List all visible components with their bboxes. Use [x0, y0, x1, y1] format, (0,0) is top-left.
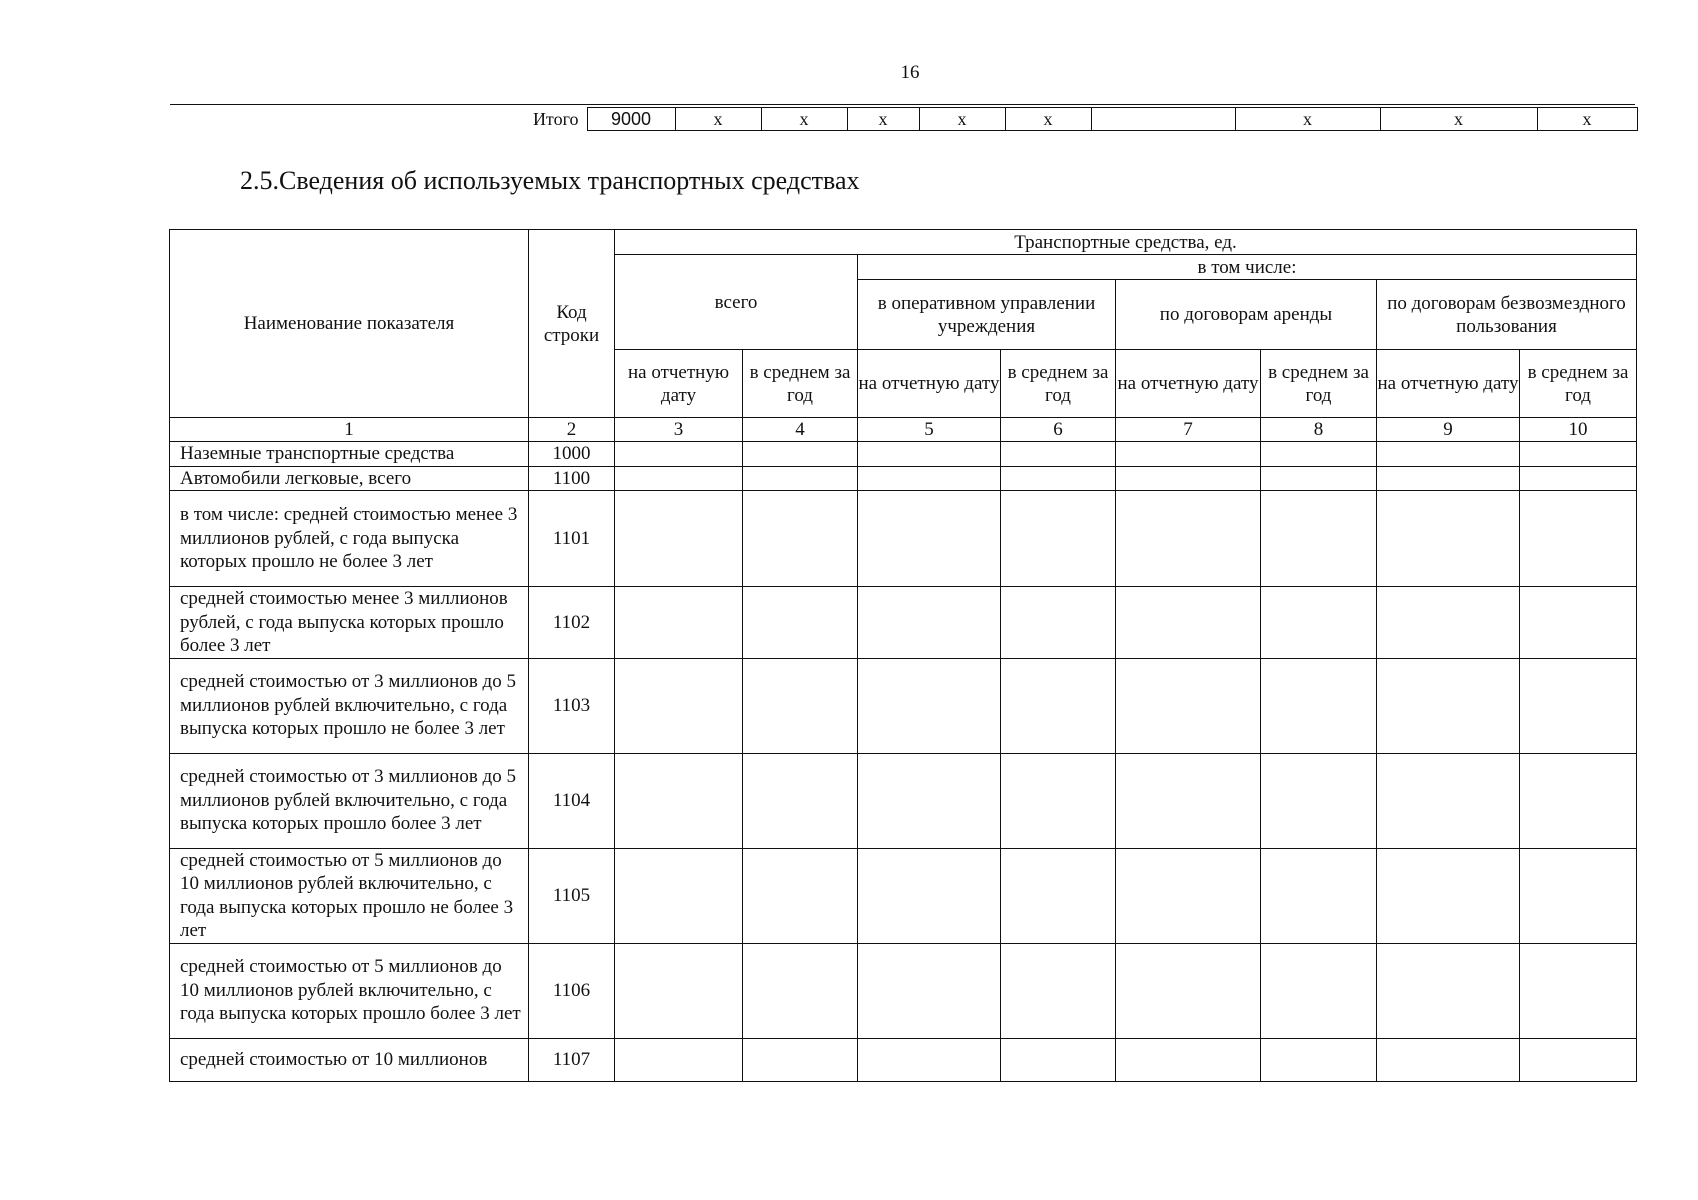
column-number: 5 — [858, 418, 1001, 442]
row-code: 1105 — [529, 848, 615, 943]
itogo-cell: х — [847, 108, 919, 131]
header-avg-year: в среднем за год — [1261, 350, 1377, 418]
header-avg-year: в среднем за год — [1520, 350, 1637, 418]
header-avg-year: в среднем за год — [743, 350, 858, 418]
itogo-cell: х — [1380, 108, 1537, 131]
row-code: 1100 — [529, 466, 615, 491]
column-number: 10 — [1520, 418, 1637, 442]
data-cell — [858, 491, 1001, 587]
data-cell — [1377, 753, 1520, 848]
column-number: 1 — [170, 418, 529, 442]
data-cell — [1001, 943, 1116, 1038]
data-cell — [743, 943, 858, 1038]
data-cell — [1261, 658, 1377, 753]
data-cell — [1377, 442, 1520, 467]
row-name: в том числе: средней стоимостью менее 3 миллионов рублей, с года выпуска которых прошло не более 3 лет — [170, 491, 529, 587]
row-name: средней стоимостью от 3 миллионов до 5 миллионов рублей включительно, с года выпуска которых прошло более 3 лет — [170, 753, 529, 848]
data-cell — [743, 442, 858, 467]
column-number: 9 — [1377, 418, 1520, 442]
data-cell — [1116, 658, 1261, 753]
data-cell — [743, 587, 858, 659]
data-cell — [1261, 587, 1377, 659]
table-row — [170, 466, 1637, 491]
column-number: 8 — [1261, 418, 1377, 442]
data-cell — [1520, 943, 1637, 1038]
data-cell — [615, 753, 743, 848]
data-cell — [1377, 587, 1520, 659]
data-cell — [1520, 848, 1637, 943]
row-name: средней стоимостью менее 3 миллионов рублей, с года выпуска которых прошло более 3 лет — [170, 587, 529, 659]
table-row — [170, 491, 1637, 587]
column-number: 7 — [1116, 418, 1261, 442]
data-cell — [858, 587, 1001, 659]
table-row — [170, 943, 1637, 1038]
table-row — [170, 1038, 1637, 1081]
data-cell — [858, 943, 1001, 1038]
data-cell — [1520, 658, 1637, 753]
data-cell — [743, 753, 858, 848]
data-cell — [1261, 1038, 1377, 1081]
data-cell — [615, 943, 743, 1038]
data-cell — [1116, 491, 1261, 587]
data-cell — [743, 491, 858, 587]
table-row — [170, 753, 1637, 848]
data-cell — [858, 848, 1001, 943]
data-cell — [1116, 442, 1261, 467]
header-name: Наименование показателя — [170, 230, 529, 418]
data-cell — [1001, 466, 1116, 491]
data-cell — [1001, 848, 1116, 943]
data-cell — [1001, 587, 1116, 659]
column-number: 6 — [1001, 418, 1116, 442]
itogo-cell — [1091, 108, 1235, 131]
transport-table — [169, 229, 1637, 1082]
data-cell — [1116, 466, 1261, 491]
row-code: 1102 — [529, 587, 615, 659]
data-cell — [1001, 491, 1116, 587]
row-code: 1101 — [529, 491, 615, 587]
itogo-cell: х — [1005, 108, 1091, 131]
data-cell — [1520, 466, 1637, 491]
data-cell — [1377, 943, 1520, 1038]
itogo-row — [515, 108, 1637, 131]
header-bezvozmezd: по договорам безвозмездного пользования — [1377, 280, 1637, 350]
data-cell — [858, 1038, 1001, 1081]
row-name: средней стоимостью от 10 миллионов — [170, 1038, 529, 1081]
data-cell — [1116, 753, 1261, 848]
data-cell — [1377, 658, 1520, 753]
data-cell — [615, 466, 743, 491]
header-operative: в оперативном управлении учреждения — [858, 280, 1116, 350]
data-cell — [1520, 491, 1637, 587]
row-name: средней стоимостью от 5 миллионов до 10 миллионов рублей включительно, с года выпуска которых прошло не более 3 лет — [170, 848, 529, 943]
column-number: 4 — [743, 418, 858, 442]
header-transport: Транспортные средства, ед. — [615, 230, 1637, 255]
column-number: 2 — [529, 418, 615, 442]
data-cell — [1001, 658, 1116, 753]
data-cell — [743, 848, 858, 943]
row-code: 1106 — [529, 943, 615, 1038]
row-code: 1104 — [529, 753, 615, 848]
data-cell — [1377, 466, 1520, 491]
header-code: Код строки — [529, 230, 615, 418]
header-row-1 — [170, 230, 1637, 255]
data-cell — [743, 658, 858, 753]
data-cell — [1261, 466, 1377, 491]
row-name: средней стоимостью от 3 миллионов до 5 миллионов рублей включительно, с года выпуска которых прошло не более 3 лет — [170, 658, 529, 753]
data-cell — [858, 753, 1001, 848]
data-cell — [1001, 1038, 1116, 1081]
row-name: Наземные транспортные средства — [170, 442, 529, 467]
itogo-cell: х — [675, 108, 761, 131]
data-cell — [1261, 491, 1377, 587]
header-arenda: по договорам аренды — [1116, 280, 1377, 350]
data-cell — [1116, 587, 1261, 659]
column-number: 3 — [615, 418, 743, 442]
itogo-cell: х — [1537, 108, 1637, 131]
itogo-code-cell: 9000 — [587, 108, 675, 131]
data-cell — [1116, 848, 1261, 943]
data-cell — [615, 491, 743, 587]
data-cell — [615, 442, 743, 467]
itogo-table — [515, 107, 1638, 131]
data-cell — [1261, 848, 1377, 943]
data-cell — [1520, 442, 1637, 467]
header-on-date: на отчетную дату — [615, 350, 743, 418]
data-cell — [1116, 943, 1261, 1038]
table-row — [170, 658, 1637, 753]
table-row — [170, 848, 1637, 943]
data-cell — [743, 1038, 858, 1081]
header-vsego: всего — [615, 255, 858, 350]
table-row — [170, 587, 1637, 659]
data-cell — [1377, 848, 1520, 943]
itogo-cell: х — [761, 108, 847, 131]
top-rule — [170, 104, 1635, 105]
data-cell — [1377, 1038, 1520, 1081]
data-cell — [1116, 1038, 1261, 1081]
row-code: 1107 — [529, 1038, 615, 1081]
row-name: Автомобили легковые, всего — [170, 466, 529, 491]
data-cell — [1520, 753, 1637, 848]
row-name: средней стоимостью от 5 миллионов до 10 миллионов рублей включительно, с года выпуска которых прошло более 3 лет — [170, 943, 529, 1038]
data-cell — [1520, 587, 1637, 659]
itogo-label: Итого — [532, 109, 579, 129]
header-on-date: на отчетную дату — [1116, 350, 1261, 418]
column-numbers-row — [170, 418, 1637, 442]
data-cell — [858, 658, 1001, 753]
header-avg-year: в среднем за год — [1001, 350, 1116, 418]
data-cell — [615, 848, 743, 943]
page-number: 16 — [900, 62, 920, 83]
data-cell — [1261, 753, 1377, 848]
data-cell — [858, 466, 1001, 491]
itogo-cell: х — [919, 108, 1005, 131]
header-on-date: на отчетную дату — [1377, 350, 1520, 418]
data-cell — [615, 587, 743, 659]
data-cell — [615, 1038, 743, 1081]
data-cell — [1261, 442, 1377, 467]
itogo-cell: х — [1235, 108, 1380, 131]
data-cell — [1520, 1038, 1637, 1081]
section-title: 2.5.Сведения об используемых транспортных средствах — [240, 166, 860, 195]
data-cell — [1001, 753, 1116, 848]
header-on-date: на отчетную дату — [858, 350, 1001, 418]
data-cell — [1261, 943, 1377, 1038]
table-row — [170, 442, 1637, 467]
data-cell — [743, 466, 858, 491]
data-cell — [1001, 442, 1116, 467]
row-code: 1103 — [529, 658, 615, 753]
data-cell — [858, 442, 1001, 467]
header-v-tom-chisle: в том числе: — [858, 255, 1637, 280]
data-cell — [615, 658, 743, 753]
row-code: 1000 — [529, 442, 615, 467]
data-cell — [1377, 491, 1520, 587]
